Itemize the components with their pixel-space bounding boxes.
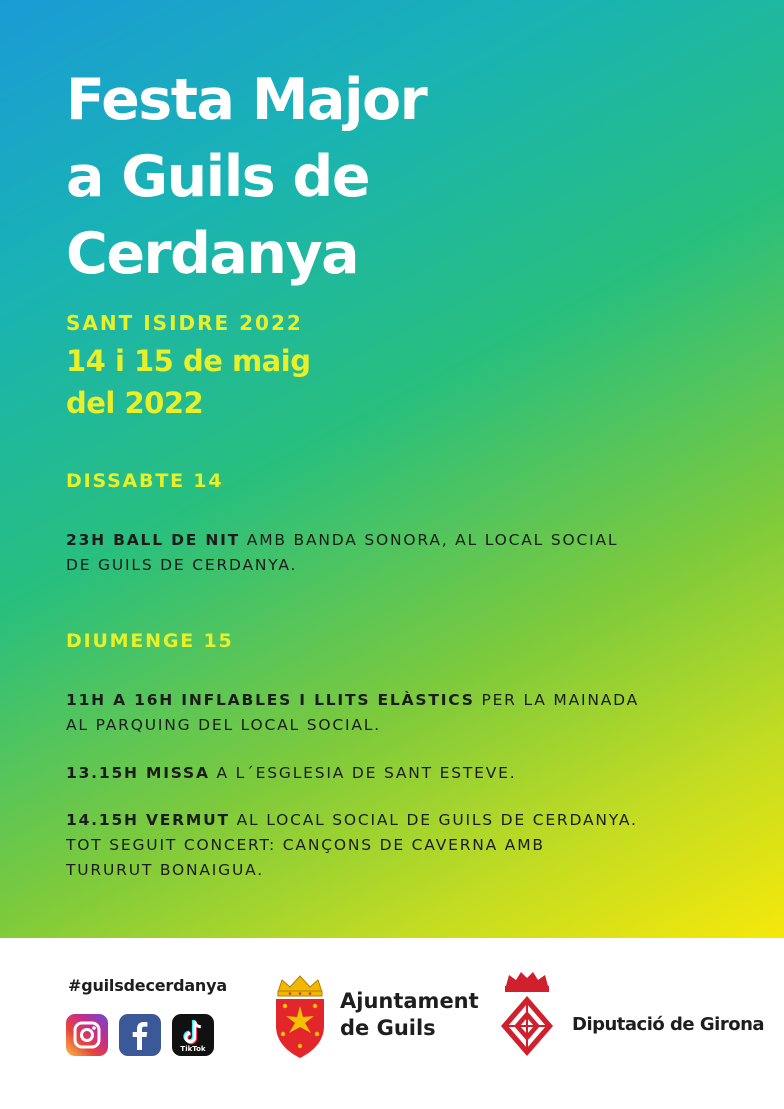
- event-description: PER LA MAINADA: [474, 691, 640, 709]
- ajuntament-name: [340, 988, 479, 1042]
- instagram-icon[interactable]: [66, 1014, 108, 1056]
- footer: [0, 938, 784, 1109]
- subtitle: SANT ISIDRE 2022: [66, 311, 303, 335]
- event-description-line-2: DE GUILS DE CERDANYA.: [66, 556, 298, 574]
- event-description: AMB BANDA SONORA, AL LOCAL SOCIAL: [240, 531, 619, 549]
- festival-dates: [66, 340, 310, 424]
- diputacio-name: Diputació de Girona: [572, 1014, 765, 1035]
- event-description-line-3: TURURUT BONAIGUA.: [66, 861, 264, 879]
- ajuntament-crest-icon: [268, 972, 332, 1060]
- event-time-title: 23H BALL DE NIT: [66, 531, 241, 549]
- event-description: A L´ESGLESIA DE SANT ESTEVE.: [209, 764, 517, 782]
- title-line-3: Cerdanya: [66, 221, 359, 287]
- event-time-title: 14.15H VERMUT: [66, 811, 230, 829]
- title-line-2: a Guils de: [66, 144, 369, 210]
- event-description: AL LOCAL SOCIAL DE GUILS DE CERDANYA.: [229, 811, 638, 829]
- ajuntament-line-1: Ajuntament: [340, 989, 479, 1013]
- saturday-heading: DISSABTE 14: [66, 470, 224, 492]
- ajuntament-line-2: de Guils: [340, 1016, 436, 1040]
- facebook-icon[interactable]: [119, 1014, 161, 1056]
- tiktok-icon[interactable]: [172, 1014, 214, 1056]
- event-description-line-2: TOT SEGUIT CONCERT: CANÇONS DE CAVERNA AMB: [66, 836, 545, 854]
- event-item: [66, 688, 639, 738]
- event-description-line-2: AL PARQUING DEL LOCAL SOCIAL.: [66, 716, 381, 734]
- event-item: [66, 761, 516, 786]
- sunday-heading: DIUMENGE 15: [66, 630, 234, 652]
- page-title: [66, 62, 426, 293]
- event-item: [66, 808, 638, 883]
- tiktok-label: TikTok: [180, 1045, 206, 1053]
- event-time-title: 11H A 16H INFLABLES I LLITS ELÀSTICS: [66, 691, 475, 709]
- dates-line-2: del 2022: [66, 386, 204, 420]
- hashtag: #guilsdecerdanya: [68, 976, 227, 995]
- diputacio-crest-icon: [494, 968, 560, 1060]
- dates-line-1: 14 i 15 de maig: [66, 344, 311, 378]
- title-line-1: Festa Major: [66, 67, 427, 133]
- event-item: [66, 528, 618, 578]
- event-time-title: 13.15H MISSA: [66, 764, 210, 782]
